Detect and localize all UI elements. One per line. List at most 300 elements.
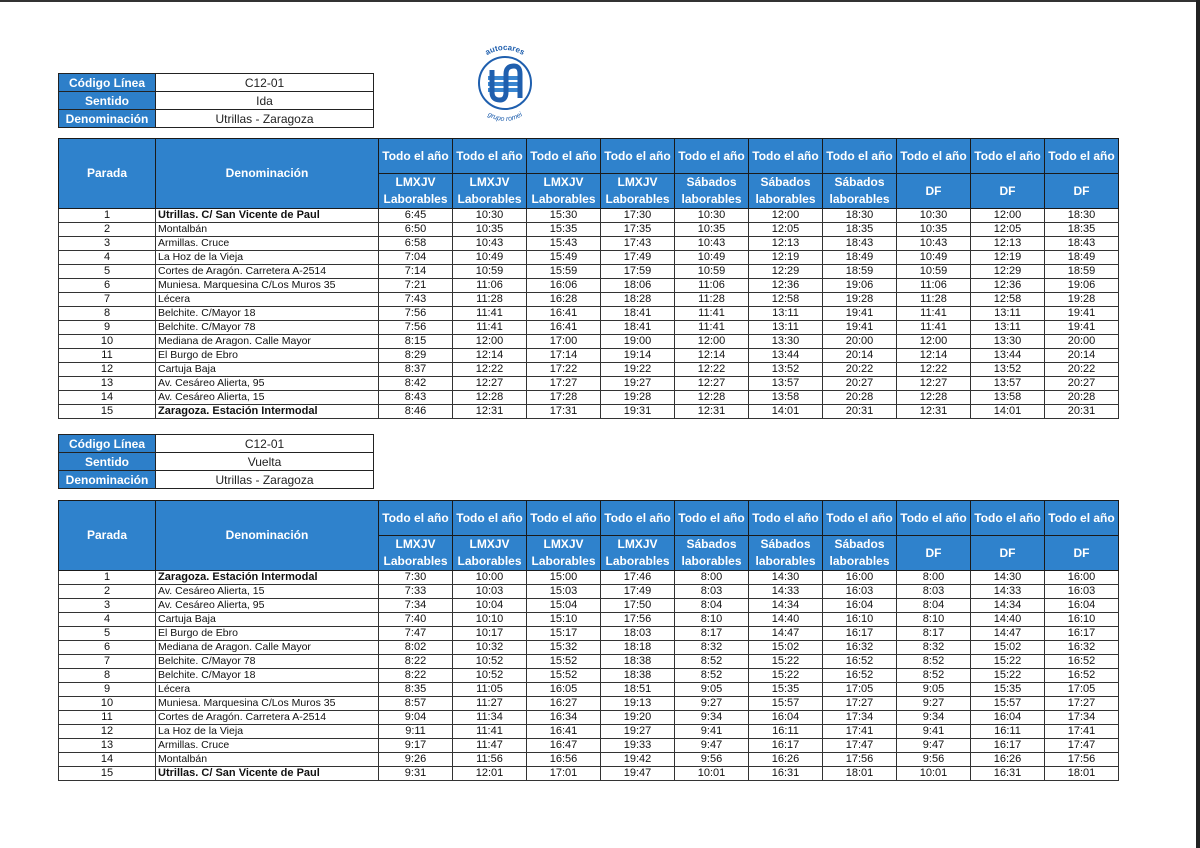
time-cell: 12:14 xyxy=(897,349,971,363)
time-cell: 10:30 xyxy=(897,209,971,223)
stop-name: Cortes de Aragón. Carretera A-2514 xyxy=(156,711,379,725)
time-cell: 8:04 xyxy=(897,599,971,613)
time-cell: 10:01 xyxy=(897,767,971,781)
denominacion-header: Denominación xyxy=(156,139,379,209)
time-cell: 17:43 xyxy=(601,237,675,251)
info-label: Código Línea xyxy=(59,435,156,453)
table-row xyxy=(59,349,1119,363)
time-cell: 12:13 xyxy=(971,237,1045,251)
time-cell: 20:27 xyxy=(1045,377,1119,391)
stop-number: 9 xyxy=(59,321,156,335)
time-cell: 15:35 xyxy=(749,683,823,697)
time-cell: 9:17 xyxy=(379,739,453,753)
time-cell: 15:10 xyxy=(527,613,601,627)
time-cell: 18:03 xyxy=(601,627,675,641)
info-row xyxy=(59,435,374,453)
info-label: Denominación xyxy=(59,471,156,489)
column-header-top: Todo el año xyxy=(897,501,971,536)
time-cell: 10:49 xyxy=(897,251,971,265)
time-cell: 12:00 xyxy=(453,335,527,349)
time-cell: 9:11 xyxy=(379,725,453,739)
table-row xyxy=(59,711,1119,725)
time-cell: 12:14 xyxy=(453,349,527,363)
time-cell: 9:04 xyxy=(379,711,453,725)
time-cell: 11:28 xyxy=(453,293,527,307)
time-cell: 18:01 xyxy=(823,767,897,781)
time-cell: 9:34 xyxy=(897,711,971,725)
time-cell: 9:26 xyxy=(379,753,453,767)
time-cell: 17:49 xyxy=(601,585,675,599)
time-cell: 12:28 xyxy=(897,391,971,405)
column-header-bottom: Sábados laborables xyxy=(823,174,897,209)
time-cell: 8:42 xyxy=(379,377,453,391)
time-cell: 10:43 xyxy=(675,237,749,251)
column-header-top: Todo el año xyxy=(971,501,1045,536)
column-header-bottom: Sábados laborables xyxy=(749,536,823,571)
info-row xyxy=(59,92,374,110)
time-cell: 13:52 xyxy=(971,363,1045,377)
column-header-top: Todo el año xyxy=(527,139,601,174)
time-cell: 18:43 xyxy=(823,237,897,251)
time-cell: 20:14 xyxy=(823,349,897,363)
time-cell: 16:41 xyxy=(527,321,601,335)
time-cell: 9:34 xyxy=(675,711,749,725)
time-cell: 15:52 xyxy=(527,669,601,683)
time-cell: 17:47 xyxy=(823,739,897,753)
stop-number: 11 xyxy=(59,711,156,725)
time-cell: 18:06 xyxy=(601,279,675,293)
time-cell: 8:00 xyxy=(897,571,971,585)
stop-number: 11 xyxy=(59,349,156,363)
time-cell: 20:00 xyxy=(823,335,897,349)
time-cell: 15:02 xyxy=(971,641,1045,655)
time-cell: 15:02 xyxy=(749,641,823,655)
parada-header: Parada xyxy=(59,139,156,209)
time-cell: 18:49 xyxy=(823,251,897,265)
stop-name: Av. Cesáreo Alierta, 95 xyxy=(156,599,379,613)
time-cell: 16:10 xyxy=(823,613,897,627)
time-cell: 19:28 xyxy=(601,391,675,405)
column-header-top: Todo el año xyxy=(601,501,675,536)
time-cell: 8:22 xyxy=(379,669,453,683)
time-cell: 17:56 xyxy=(601,613,675,627)
time-cell: 16:26 xyxy=(749,753,823,767)
time-cell: 18:18 xyxy=(601,641,675,655)
time-cell: 12:29 xyxy=(749,265,823,279)
info-row xyxy=(59,453,374,471)
time-cell: 9:27 xyxy=(675,697,749,711)
time-cell: 18:30 xyxy=(1045,209,1119,223)
column-header-bottom: LMXJV Laborables xyxy=(453,174,527,209)
time-cell: 11:41 xyxy=(453,321,527,335)
stop-number: 7 xyxy=(59,293,156,307)
stop-number: 5 xyxy=(59,265,156,279)
time-cell: 12:27 xyxy=(897,377,971,391)
column-header-top: Todo el año xyxy=(897,139,971,174)
info-value: C12-01 xyxy=(156,74,374,92)
time-cell: 9:27 xyxy=(897,697,971,711)
time-cell: 11:28 xyxy=(675,293,749,307)
column-header-bottom: LMXJV Laborables xyxy=(601,174,675,209)
time-cell: 19:47 xyxy=(601,767,675,781)
denominacion-header: Denominación xyxy=(156,501,379,571)
stop-number: 2 xyxy=(59,585,156,599)
time-cell: 10:03 xyxy=(453,585,527,599)
stop-number: 6 xyxy=(59,279,156,293)
time-cell: 17:01 xyxy=(527,767,601,781)
time-cell: 16:47 xyxy=(527,739,601,753)
time-cell: 16:17 xyxy=(749,739,823,753)
time-cell: 17:41 xyxy=(823,725,897,739)
stop-name: Av. Cesáreo Alierta, 15 xyxy=(156,391,379,405)
stop-name: Belchite. C/Mayor 18 xyxy=(156,669,379,683)
table-row xyxy=(59,377,1119,391)
time-cell: 16:05 xyxy=(527,683,601,697)
svg-text:grupo romei xyxy=(486,111,524,123)
page-top-border xyxy=(0,0,1200,2)
stop-name: Belchite. C/Mayor 78 xyxy=(156,655,379,669)
table-row xyxy=(59,363,1119,377)
time-cell: 14:30 xyxy=(749,571,823,585)
time-cell: 13:58 xyxy=(749,391,823,405)
time-cell: 9:05 xyxy=(897,683,971,697)
stop-name: Armillas. Cruce xyxy=(156,237,379,251)
stop-name: Mediana de Aragon. Calle Mayor xyxy=(156,335,379,349)
time-cell: 15:22 xyxy=(971,669,1045,683)
time-cell: 19:41 xyxy=(1045,307,1119,321)
time-cell: 14:33 xyxy=(749,585,823,599)
time-cell: 16:41 xyxy=(527,725,601,739)
stop-name: Montalbán xyxy=(156,753,379,767)
time-cell: 8:32 xyxy=(897,641,971,655)
table-row xyxy=(59,599,1119,613)
time-cell: 15:22 xyxy=(971,655,1045,669)
time-cell: 11:47 xyxy=(453,739,527,753)
column-header-top: Todo el año xyxy=(527,501,601,536)
stop-number: 10 xyxy=(59,335,156,349)
time-cell: 7:43 xyxy=(379,293,453,307)
table-row xyxy=(59,585,1119,599)
time-cell: 16:52 xyxy=(1045,669,1119,683)
time-cell: 10:10 xyxy=(453,613,527,627)
time-cell: 13:58 xyxy=(971,391,1045,405)
time-cell: 12:19 xyxy=(749,251,823,265)
time-cell: 18:51 xyxy=(601,683,675,697)
time-cell: 9:56 xyxy=(675,753,749,767)
time-cell: 12:29 xyxy=(971,265,1045,279)
column-header-top: Todo el año xyxy=(1045,139,1119,174)
info-value: C12-01 xyxy=(156,435,374,453)
stop-name: Utrillas. C/ San Vicente de Paul xyxy=(156,767,379,781)
time-cell: 20:22 xyxy=(823,363,897,377)
stop-name: El Burgo de Ebro xyxy=(156,627,379,641)
time-cell: 12:19 xyxy=(971,251,1045,265)
stop-number: 5 xyxy=(59,627,156,641)
time-cell: 17:41 xyxy=(1045,725,1119,739)
vuelta-info-table xyxy=(58,434,374,489)
time-cell: 16:28 xyxy=(527,293,601,307)
info-value: Utrillas - Zaragoza xyxy=(156,110,374,128)
column-header-top: Todo el año xyxy=(675,501,749,536)
time-cell: 10:30 xyxy=(675,209,749,223)
time-cell: 11:27 xyxy=(453,697,527,711)
column-header-bottom: Sábados laborables xyxy=(675,174,749,209)
time-cell: 10:52 xyxy=(453,655,527,669)
time-cell: 8:52 xyxy=(675,655,749,669)
time-cell: 12:00 xyxy=(897,335,971,349)
column-header-top: Todo el año xyxy=(823,501,897,536)
stop-name: Montalbán xyxy=(156,223,379,237)
time-cell: 13:11 xyxy=(971,307,1045,321)
time-cell: 14:40 xyxy=(749,613,823,627)
column-header-top: Todo el año xyxy=(453,501,527,536)
table-row xyxy=(59,655,1119,669)
table-row xyxy=(59,767,1119,781)
time-cell: 8:10 xyxy=(897,613,971,627)
time-cell: 12:00 xyxy=(749,209,823,223)
time-cell: 10:00 xyxy=(453,571,527,585)
table-row xyxy=(59,293,1119,307)
time-cell: 10:35 xyxy=(675,223,749,237)
time-cell: 12:22 xyxy=(675,363,749,377)
time-cell: 17:47 xyxy=(1045,739,1119,753)
time-cell: 19:22 xyxy=(601,363,675,377)
time-cell: 10:43 xyxy=(453,237,527,251)
table-row xyxy=(59,571,1119,585)
time-cell: 13:11 xyxy=(749,321,823,335)
time-cell: 11:06 xyxy=(897,279,971,293)
time-cell: 17:56 xyxy=(1045,753,1119,767)
column-header-bottom: Sábados laborables xyxy=(823,536,897,571)
time-cell: 10:35 xyxy=(453,223,527,237)
time-cell: 14:01 xyxy=(971,405,1045,419)
time-cell: 16:17 xyxy=(1045,627,1119,641)
time-cell: 17:59 xyxy=(601,265,675,279)
stop-number: 8 xyxy=(59,669,156,683)
time-cell: 13:52 xyxy=(749,363,823,377)
time-cell: 15:22 xyxy=(749,669,823,683)
time-cell: 17:27 xyxy=(1045,697,1119,711)
time-cell: 20:31 xyxy=(823,405,897,419)
time-cell: 14:34 xyxy=(971,599,1045,613)
company-logo xyxy=(462,40,548,126)
time-cell: 7:47 xyxy=(379,627,453,641)
time-cell: 9:05 xyxy=(675,683,749,697)
logo-text-top: autocares xyxy=(483,42,527,57)
time-cell: 11:28 xyxy=(897,293,971,307)
stop-name: Belchite. C/Mayor 78 xyxy=(156,321,379,335)
time-cell: 12:31 xyxy=(897,405,971,419)
time-cell: 18:38 xyxy=(601,655,675,669)
info-value: Ida xyxy=(156,92,374,110)
time-cell: 10:59 xyxy=(453,265,527,279)
time-cell: 8:04 xyxy=(675,599,749,613)
time-cell: 17:05 xyxy=(1045,683,1119,697)
time-cell: 13:44 xyxy=(971,349,1045,363)
time-cell: 12:31 xyxy=(453,405,527,419)
time-cell: 16:52 xyxy=(823,669,897,683)
time-cell: 19:06 xyxy=(823,279,897,293)
time-cell: 19:28 xyxy=(1045,293,1119,307)
stop-number: 3 xyxy=(59,237,156,251)
column-header-bottom: Sábados laborables xyxy=(749,174,823,209)
time-cell: 19:41 xyxy=(823,321,897,335)
time-cell: 18:35 xyxy=(823,223,897,237)
table-row xyxy=(59,223,1119,237)
time-cell: 14:34 xyxy=(749,599,823,613)
info-value: Vuelta xyxy=(156,453,374,471)
column-header-bottom: DF xyxy=(897,174,971,209)
time-cell: 20:14 xyxy=(1045,349,1119,363)
time-cell: 16:11 xyxy=(749,725,823,739)
time-cell: 19:41 xyxy=(823,307,897,321)
time-cell: 12:28 xyxy=(453,391,527,405)
time-cell: 11:41 xyxy=(453,307,527,321)
table-row xyxy=(59,697,1119,711)
time-cell: 8:52 xyxy=(897,669,971,683)
time-cell: 9:47 xyxy=(897,739,971,753)
time-cell: 15:04 xyxy=(527,599,601,613)
time-cell: 12:31 xyxy=(675,405,749,419)
time-cell: 6:58 xyxy=(379,237,453,251)
stop-name: Cartuja Baja xyxy=(156,363,379,377)
column-header-bottom: LMXJV Laborables xyxy=(379,536,453,571)
time-cell: 11:41 xyxy=(675,307,749,321)
time-cell: 17:31 xyxy=(527,405,601,419)
stop-number: 3 xyxy=(59,599,156,613)
time-cell: 19:14 xyxy=(601,349,675,363)
time-cell: 11:41 xyxy=(897,321,971,335)
time-cell: 12:36 xyxy=(749,279,823,293)
table-row xyxy=(59,641,1119,655)
time-cell: 12:28 xyxy=(675,391,749,405)
column-header-top: Todo el año xyxy=(749,139,823,174)
time-cell: 15:00 xyxy=(527,571,601,585)
stop-number: 12 xyxy=(59,363,156,377)
time-cell: 16:00 xyxy=(1045,571,1119,585)
column-header-bottom: DF xyxy=(1045,536,1119,571)
time-cell: 13:30 xyxy=(971,335,1045,349)
time-cell: 19:28 xyxy=(823,293,897,307)
stop-name: Lécera xyxy=(156,683,379,697)
time-cell: 16:31 xyxy=(971,767,1045,781)
time-cell: 12:58 xyxy=(971,293,1045,307)
time-cell: 8:29 xyxy=(379,349,453,363)
time-cell: 17:22 xyxy=(527,363,601,377)
time-cell: 16:56 xyxy=(527,753,601,767)
parada-header: Parada xyxy=(59,501,156,571)
time-cell: 14:40 xyxy=(971,613,1045,627)
time-cell: 18:30 xyxy=(823,209,897,223)
time-cell: 8:15 xyxy=(379,335,453,349)
time-cell: 18:28 xyxy=(601,293,675,307)
time-cell: 12:22 xyxy=(897,363,971,377)
time-cell: 20:00 xyxy=(1045,335,1119,349)
stop-number: 12 xyxy=(59,725,156,739)
time-cell: 15:59 xyxy=(527,265,601,279)
time-cell: 18:43 xyxy=(1045,237,1119,251)
stop-number: 13 xyxy=(59,377,156,391)
time-cell: 10:17 xyxy=(453,627,527,641)
time-cell: 17:14 xyxy=(527,349,601,363)
time-cell: 8:17 xyxy=(897,627,971,641)
time-cell: 17:34 xyxy=(823,711,897,725)
table-row xyxy=(59,209,1119,223)
time-cell: 16:17 xyxy=(971,739,1045,753)
time-cell: 17:28 xyxy=(527,391,601,405)
time-cell: 16:06 xyxy=(527,279,601,293)
table-row xyxy=(59,753,1119,767)
info-row xyxy=(59,110,374,128)
stop-name: Armillas. Cruce xyxy=(156,739,379,753)
table-row xyxy=(59,739,1119,753)
time-cell: 7:21 xyxy=(379,279,453,293)
table-row xyxy=(59,627,1119,641)
stop-number: 2 xyxy=(59,223,156,237)
info-value: Utrillas - Zaragoza xyxy=(156,471,374,489)
time-cell: 12:01 xyxy=(453,767,527,781)
time-cell: 8:52 xyxy=(675,669,749,683)
table-row xyxy=(59,725,1119,739)
time-cell: 18:38 xyxy=(601,669,675,683)
stop-number: 15 xyxy=(59,405,156,419)
column-header-bottom: DF xyxy=(971,174,1045,209)
time-cell: 10:32 xyxy=(453,641,527,655)
stop-number: 14 xyxy=(59,753,156,767)
time-cell: 8:52 xyxy=(897,655,971,669)
time-cell: 16:17 xyxy=(823,627,897,641)
time-cell: 16:03 xyxy=(1045,585,1119,599)
table-row xyxy=(59,237,1119,251)
stop-number: 9 xyxy=(59,683,156,697)
column-header-top: Todo el año xyxy=(453,139,527,174)
time-cell: 13:11 xyxy=(749,307,823,321)
page-right-border xyxy=(1196,0,1200,848)
time-cell: 15:57 xyxy=(971,697,1045,711)
time-cell: 16:41 xyxy=(527,307,601,321)
time-cell: 12:58 xyxy=(749,293,823,307)
header-row xyxy=(59,139,1119,174)
time-cell: 7:56 xyxy=(379,321,453,335)
time-cell: 14:01 xyxy=(749,405,823,419)
column-header-top: Todo el año xyxy=(379,501,453,536)
stop-name: Zaragoza. Estación Intermodal xyxy=(156,405,379,419)
time-cell: 19:33 xyxy=(601,739,675,753)
stop-number: 7 xyxy=(59,655,156,669)
time-cell: 7:34 xyxy=(379,599,453,613)
column-header-top: Todo el año xyxy=(601,139,675,174)
time-cell: 19:31 xyxy=(601,405,675,419)
time-cell: 10:30 xyxy=(453,209,527,223)
time-cell: 12:00 xyxy=(675,335,749,349)
time-cell: 19:06 xyxy=(1045,279,1119,293)
time-cell: 15:35 xyxy=(527,223,601,237)
time-cell: 8:03 xyxy=(897,585,971,599)
time-cell: 8:22 xyxy=(379,655,453,669)
time-cell: 14:47 xyxy=(971,627,1045,641)
time-cell: 18:35 xyxy=(1045,223,1119,237)
time-cell: 12:27 xyxy=(675,377,749,391)
time-cell: 16:04 xyxy=(749,711,823,725)
stop-name: Zaragoza. Estación Intermodal xyxy=(156,571,379,585)
stop-number: 6 xyxy=(59,641,156,655)
time-cell: 14:47 xyxy=(749,627,823,641)
time-cell: 16:04 xyxy=(1045,599,1119,613)
time-cell: 20:28 xyxy=(823,391,897,405)
stop-name: Av. Cesáreo Alierta, 15 xyxy=(156,585,379,599)
time-cell: 17:49 xyxy=(601,251,675,265)
time-cell: 7:04 xyxy=(379,251,453,265)
